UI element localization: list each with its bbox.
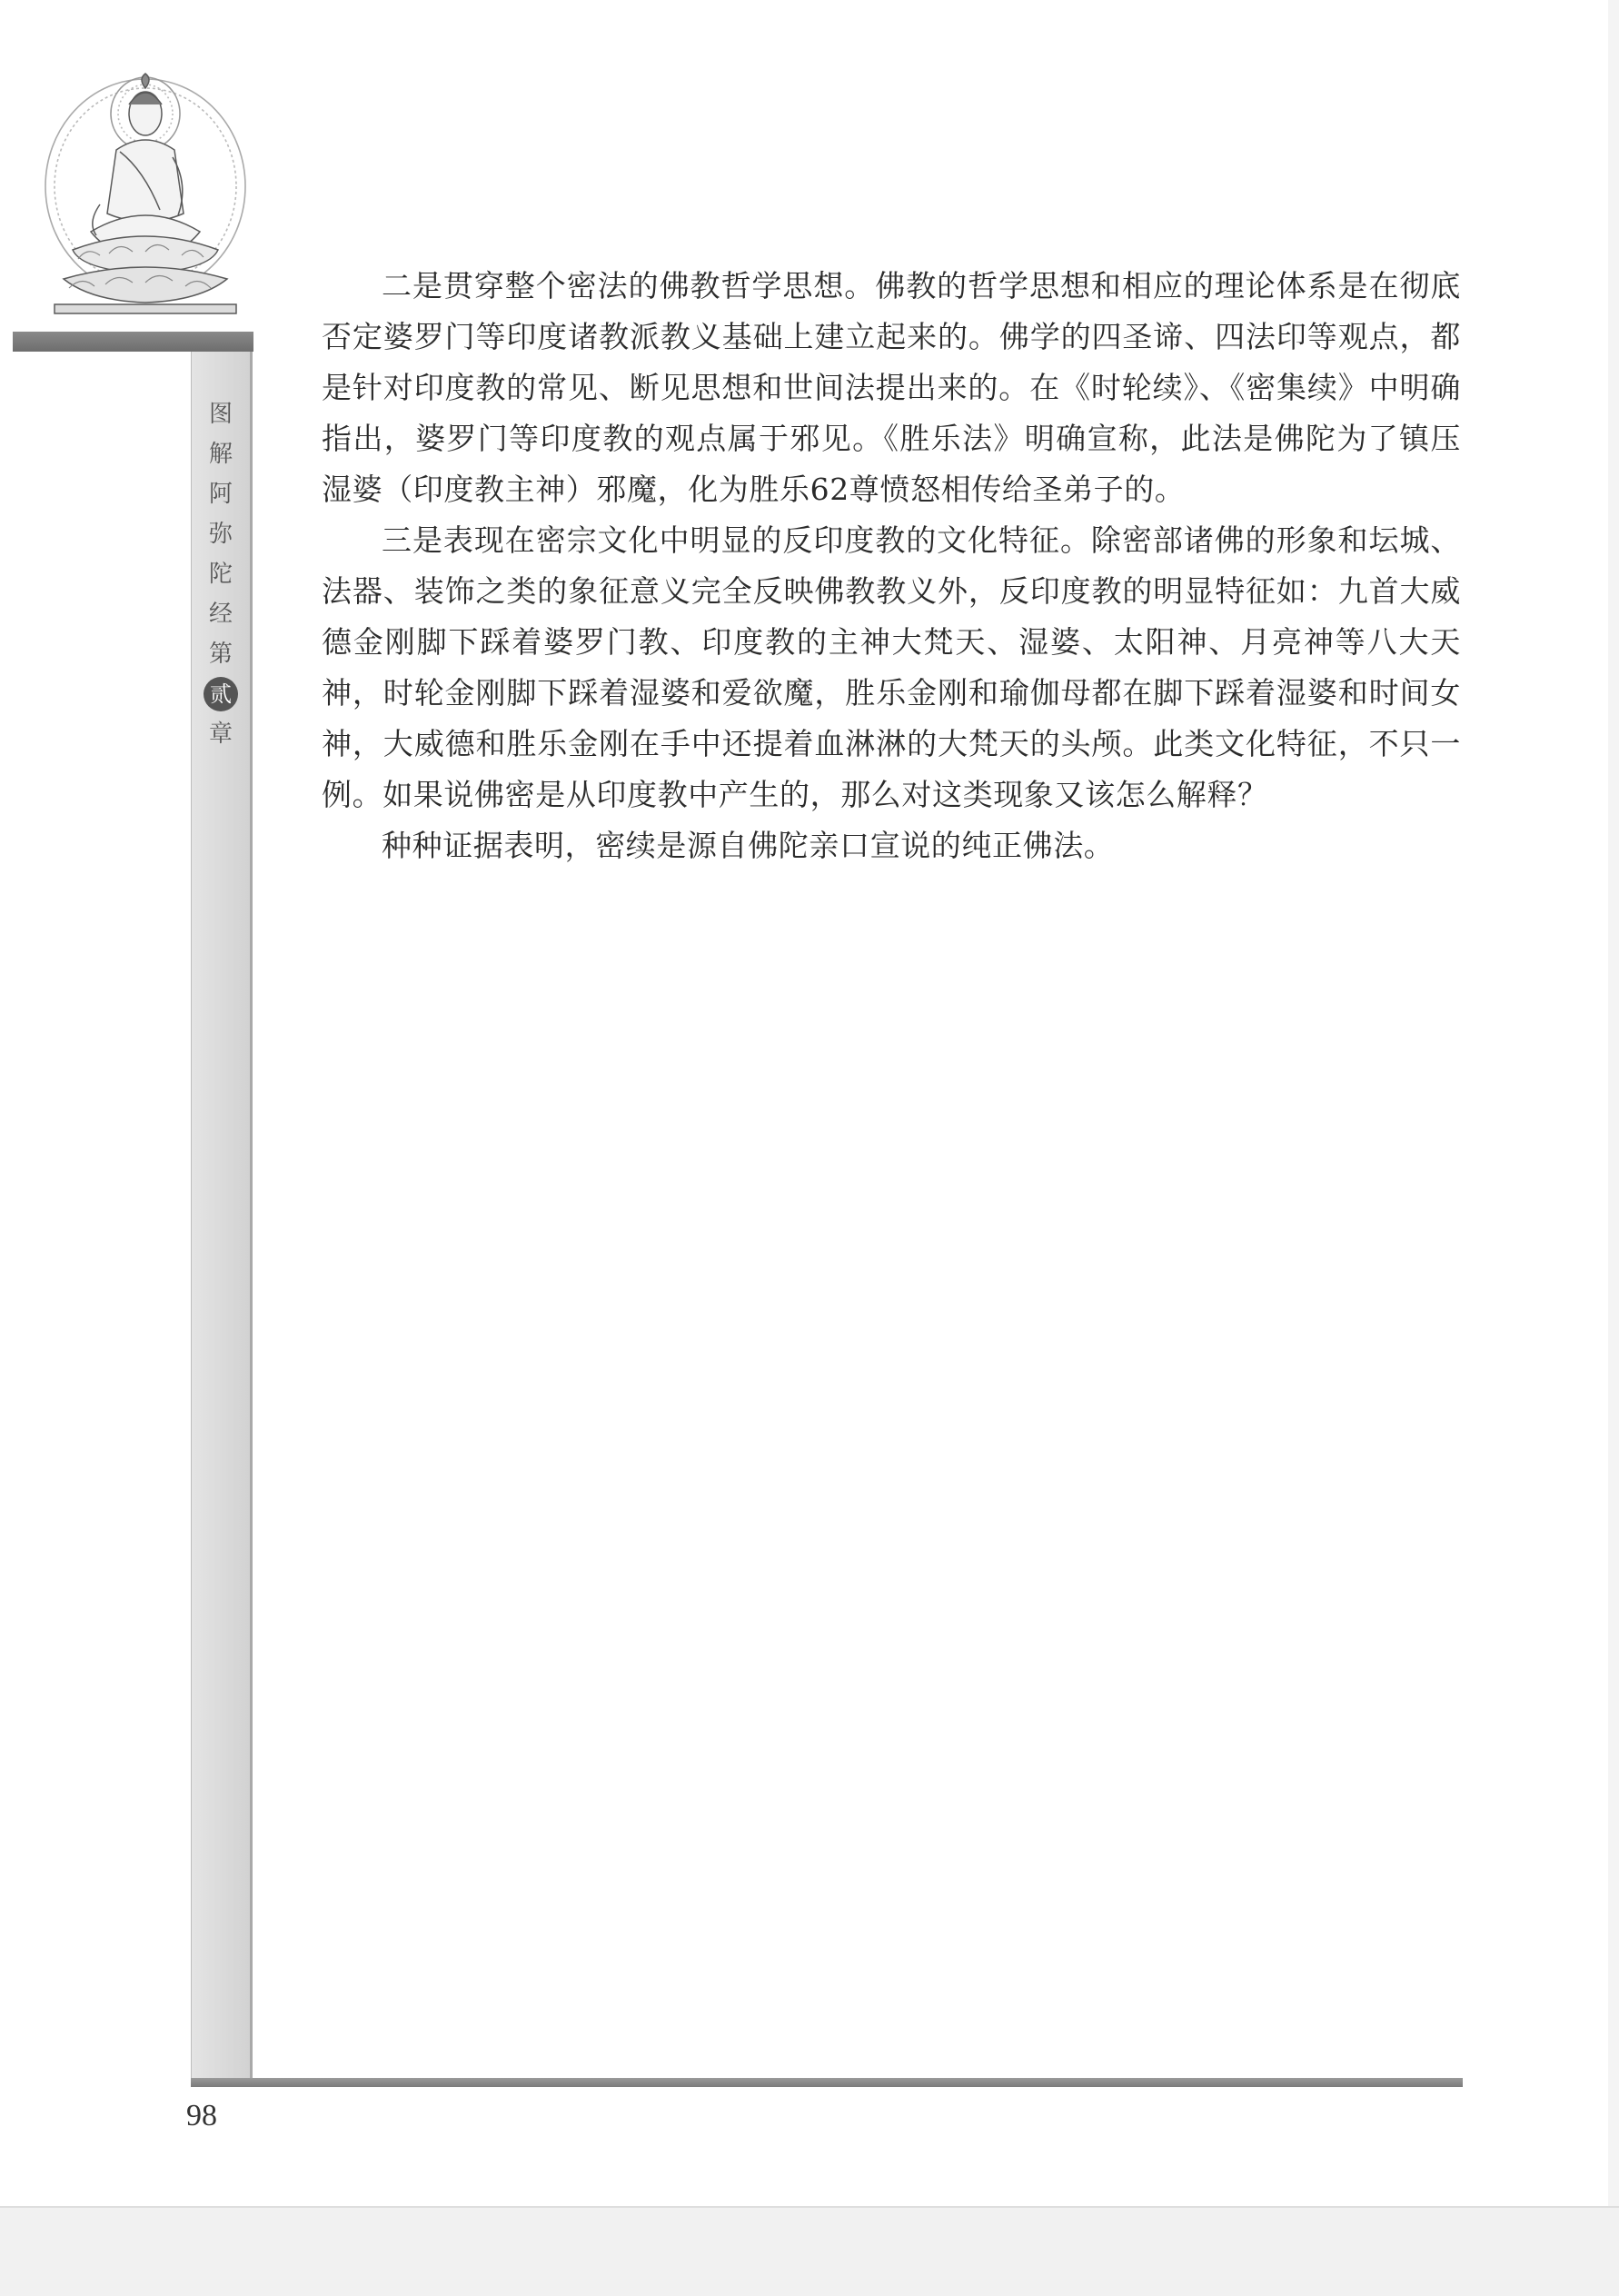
page-edge: [1608, 0, 1619, 2206]
paragraph: 二是贯穿整个密法的佛教哲学思想。佛教的哲学思想和相应的理论体系是在彻底否定婆罗门等印度诸教派教义基础上建立起来的。佛学的四圣谛、四法印等观点，都是针对印度教的常见、断见思想和世间法提出来的。在《时轮续》、《密集续》中明确指出，婆罗门等印度教的观点属于邪见。《胜乐法》明确宣称，此法是佛陀为了镇压湿婆（印度教主神）邪魔，化为胜乐62尊愤怒相传给圣弟子的。: [322, 268, 1461, 507]
chapter-prefix: 第: [208, 641, 233, 668]
footer-rule: [191, 2078, 1463, 2087]
body-text: [322, 261, 1461, 871]
sidebar-title-char: 陀: [208, 561, 233, 588]
sidebar-title-char: 弥: [208, 521, 233, 548]
sidebar-title-char: 阿: [208, 481, 233, 508]
scan-background: [0, 2206, 1619, 2296]
chapter-suffix: 章: [208, 721, 233, 748]
header-bar: [13, 332, 253, 352]
sidebar-title-char: 经: [208, 601, 233, 628]
seated-buddha-icon: [36, 50, 254, 323]
paragraph: 三是表现在密宗文化中明显的反印度教的文化特征。除密部诸佛的形象和坛城、法器、装饰之类的象征意义完全反映佛教教义外，反印度教的明显特征如：九首大威德金刚脚下踩着婆罗门教、印度教的主神大梵天、湿婆、太阳神、月亮神等八大天神，时轮金刚脚下踩着湿婆和爱欲魔，胜乐金刚和瑜伽母都在脚下踩着湿婆和时间女神，大威德和胜乐金刚在手中还提着血淋淋的大梵天的头颅。此类文化特征，不只一例。如果说佛密是从印度教中产生的，那么对这类现象又该怎么解释？: [322, 522, 1461, 812]
chapter-number-badge: 贰: [204, 677, 238, 711]
sidebar-title-char: 解: [208, 441, 233, 468]
sidebar-title-char: 图: [208, 401, 233, 428]
sidebar-book-title: [194, 394, 248, 754]
paragraph: 种种证据表明，密续是源自佛陀亲口宣说的纯正佛法。: [382, 828, 1115, 863]
page-number: 98: [186, 2099, 217, 2132]
